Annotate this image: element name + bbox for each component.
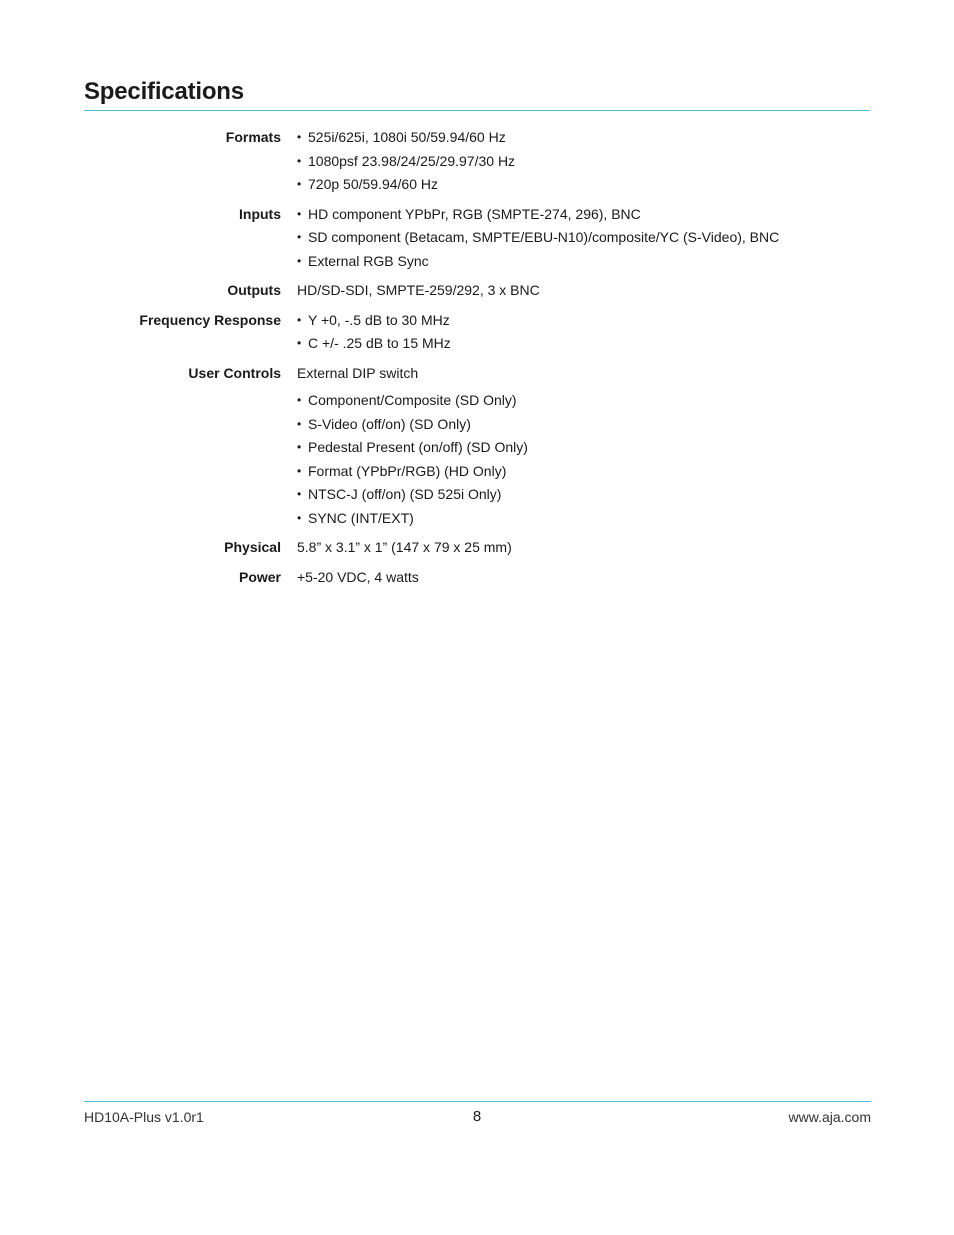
- title-divider: [84, 110, 870, 111]
- list-item-text: 720p 50/59.94/60 Hz: [308, 176, 438, 192]
- list-item: [297, 126, 870, 150]
- spec-label: Physical: [224, 539, 281, 555]
- spec-row-physical: [84, 536, 870, 560]
- spec-row-user-controls: [84, 362, 870, 531]
- bullet-icon: •: [297, 130, 302, 144]
- spec-table: [84, 126, 870, 595]
- list-item: [297, 150, 870, 174]
- list-item-text: S-Video (off/on) (SD Only): [308, 415, 471, 432]
- list-item: [297, 332, 870, 356]
- spec-value-text: External DIP switch: [297, 364, 419, 381]
- spec-value: [297, 203, 870, 274]
- list-item: [297, 460, 870, 484]
- list-item-text: Pedestal Present (on/off) (SD Only): [308, 439, 528, 455]
- bullet-icon: •: [297, 487, 302, 501]
- bullet-icon: •: [297, 510, 302, 525]
- spec-label: Inputs: [239, 205, 281, 222]
- spec-row-power: [84, 566, 870, 590]
- list-item: [297, 250, 870, 274]
- list-item: [297, 173, 870, 197]
- spec-value: [297, 566, 870, 590]
- spec-value-text: +5-20 VDC, 4 watts: [297, 568, 419, 585]
- spec-row-frequency-response: [84, 309, 870, 356]
- list-item-text: 525i/625i, 1080i 50/59.94/60 Hz: [308, 129, 506, 145]
- list-item: [297, 507, 870, 531]
- bullet-icon: •: [297, 177, 302, 191]
- spec-value: [297, 536, 870, 560]
- spec-label: Frequency Response: [139, 311, 281, 328]
- list-item-text: Format (YPbPr/RGB) (HD Only): [308, 462, 507, 479]
- list-item: [297, 413, 870, 437]
- list-item: [297, 436, 870, 460]
- spec-value: [297, 362, 870, 531]
- bullet-icon: •: [297, 253, 302, 268]
- spec-label: User Controls: [188, 364, 281, 381]
- bullet-icon: •: [297, 230, 302, 244]
- spec-value-text: HD/SD-SDI, SMPTE-259/292, 3 x BNC: [297, 282, 540, 298]
- list-item-text: SYNC (INT/EXT): [308, 509, 414, 526]
- list-item-text: Y +0, -.5 dB to 30 MHz: [308, 311, 450, 328]
- list-item-text: 1080psf 23.98/24/25/29.97/30 Hz: [308, 152, 516, 169]
- bullet-icon: •: [297, 393, 302, 407]
- footer-document-version: HD10A-Plus v1.0r1: [84, 1109, 204, 1125]
- list-item: [297, 483, 870, 507]
- footer-page-number: 8: [472, 1108, 482, 1125]
- list-item: [297, 203, 870, 227]
- bullet-icon: •: [297, 440, 302, 454]
- bullet-icon: •: [297, 153, 302, 168]
- spec-label: Power: [238, 568, 281, 585]
- bullet-list: [297, 389, 870, 530]
- bullet-icon: •: [297, 463, 302, 478]
- list-item-text: NTSC-J (off/on) (SD 525i Only): [308, 486, 502, 502]
- bullet-icon: •: [297, 206, 302, 221]
- list-item-text: Component/Composite (SD Only): [308, 392, 517, 408]
- bullet-list: [297, 203, 870, 274]
- bullet-icon: •: [297, 416, 302, 431]
- footer-divider: [84, 1101, 871, 1102]
- spec-row-inputs: [84, 203, 870, 274]
- list-item-text: SD component (Betacam, SMPTE/EBU-N10)/composite/YC (S-Video), BNC: [308, 229, 780, 245]
- page-title: Specifications: [84, 78, 244, 105]
- spec-value: [297, 279, 870, 303]
- bullet-list: [297, 126, 870, 197]
- spec-row-outputs: [84, 279, 870, 303]
- bullet-icon: •: [297, 336, 302, 350]
- spec-value-text: 5.8” x 3.1” x 1” (147 x 79 x 25 mm): [297, 539, 512, 555]
- footer-website: www.aja.com: [788, 1109, 871, 1125]
- list-item: [297, 309, 870, 333]
- bullet-icon: •: [297, 312, 302, 327]
- spec-value: [297, 126, 870, 197]
- spec-label: Outputs: [227, 282, 281, 298]
- spec-label: Formats: [225, 129, 281, 145]
- spec-value: [297, 309, 870, 356]
- list-item: [297, 389, 870, 413]
- bullet-list: [297, 309, 870, 356]
- list-item-text: External RGB Sync: [308, 252, 429, 269]
- list-item: [297, 226, 870, 250]
- spec-row-formats: [84, 126, 870, 197]
- list-item-text: HD component YPbPr, RGB (SMPTE-274, 296), BNC: [308, 205, 641, 222]
- list-item-text: C +/- .25 dB to 15 MHz: [308, 335, 451, 351]
